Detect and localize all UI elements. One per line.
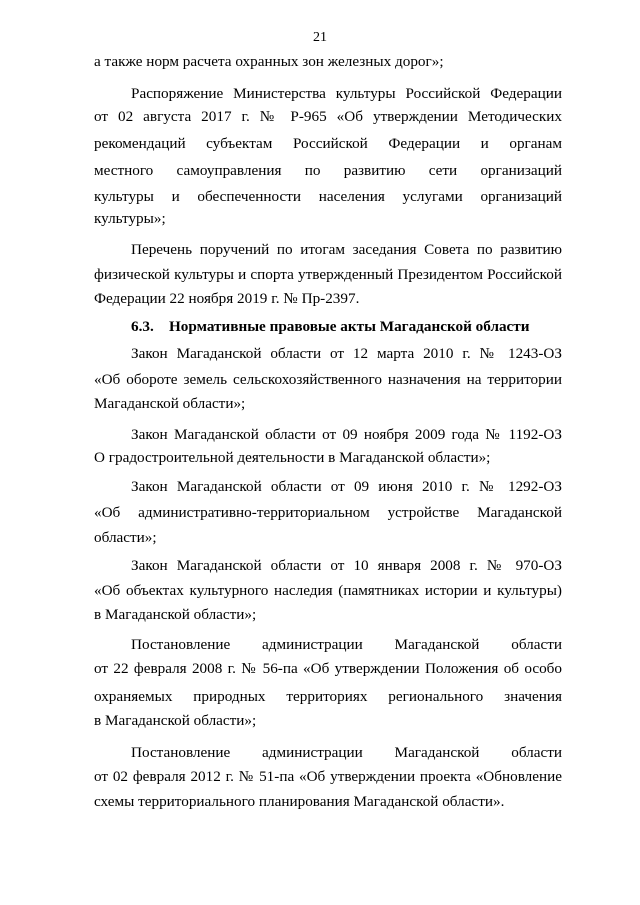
text-line: Закон Магаданской области от 09 ноября 2009 года № 1192-ОЗ [131, 426, 562, 443]
text-line: в Магаданской области»; [94, 712, 257, 729]
text-line: от 22 февраля 2008 г. № 56-па «Об утверждении Положения об особо [94, 660, 562, 677]
text-line: Постановление администрации Магаданской области [131, 636, 562, 653]
text-line: от 02 февраля 2012 г. № 51-па «Об утверждении проекта «Обновление [94, 768, 562, 785]
text-line: культуры»; [94, 210, 166, 227]
text-line: в Магаданской области»; [94, 606, 257, 623]
text-line: Постановление администрации Магаданской области [131, 744, 562, 761]
text-line: охраняемых природных территориях регионального значения [94, 688, 562, 705]
text-line: а также норм расчета охранных зон железных дорог»; [94, 53, 444, 70]
text-line: культуры и обеспеченности населения услугами организаций [94, 188, 562, 205]
text-line: Федерации 22 ноября 2019 г. № Пр-2397. [94, 290, 360, 307]
text-line: Закон Магаданской области от 09 июня 2010 г. № 1292-ОЗ [131, 478, 562, 495]
text-line: О градостроительной деятельности в Магаданской области»; [94, 449, 491, 466]
text-line: области»; [94, 529, 157, 546]
text-line: Закон Магаданской области от 12 марта 2010 г. № 1243-ОЗ [131, 345, 562, 362]
text-line: схемы территориального планирования Магаданской области». [94, 793, 505, 810]
text-line: «Об административно-территориальном устройстве Магаданской [94, 504, 562, 521]
text-line: Перечень поручений по итогам заседания Совета по развитию [131, 241, 562, 258]
text-line: Закон Магаданской области от 10 января 2008 г. № 970-ОЗ [131, 557, 562, 574]
text-line: местного самоуправления по развитию сети организаций [94, 162, 562, 179]
text-line: от 02 августа 2017 г. № Р-965 «Об утверждении Методических [94, 108, 562, 125]
text-line: Магаданской области»; [94, 395, 246, 412]
page-number: 21 [313, 30, 327, 45]
text-line: рекомендаций субъектам Российской Федерации и органам [94, 135, 562, 152]
text-line: «Об объектах культурного наследия (памятниках истории и культуры) [94, 582, 562, 599]
section-heading: 6.3. Нормативные правовые акты Магаданской области [131, 318, 530, 335]
text-line: Распоряжение Министерства культуры Российской Федерации [131, 85, 562, 102]
text-line: физической культуры и спорта утвержденный Президентом Российской [94, 266, 562, 283]
text-line: «Об обороте земель сельскохозяйственного назначения на территории [94, 371, 562, 388]
